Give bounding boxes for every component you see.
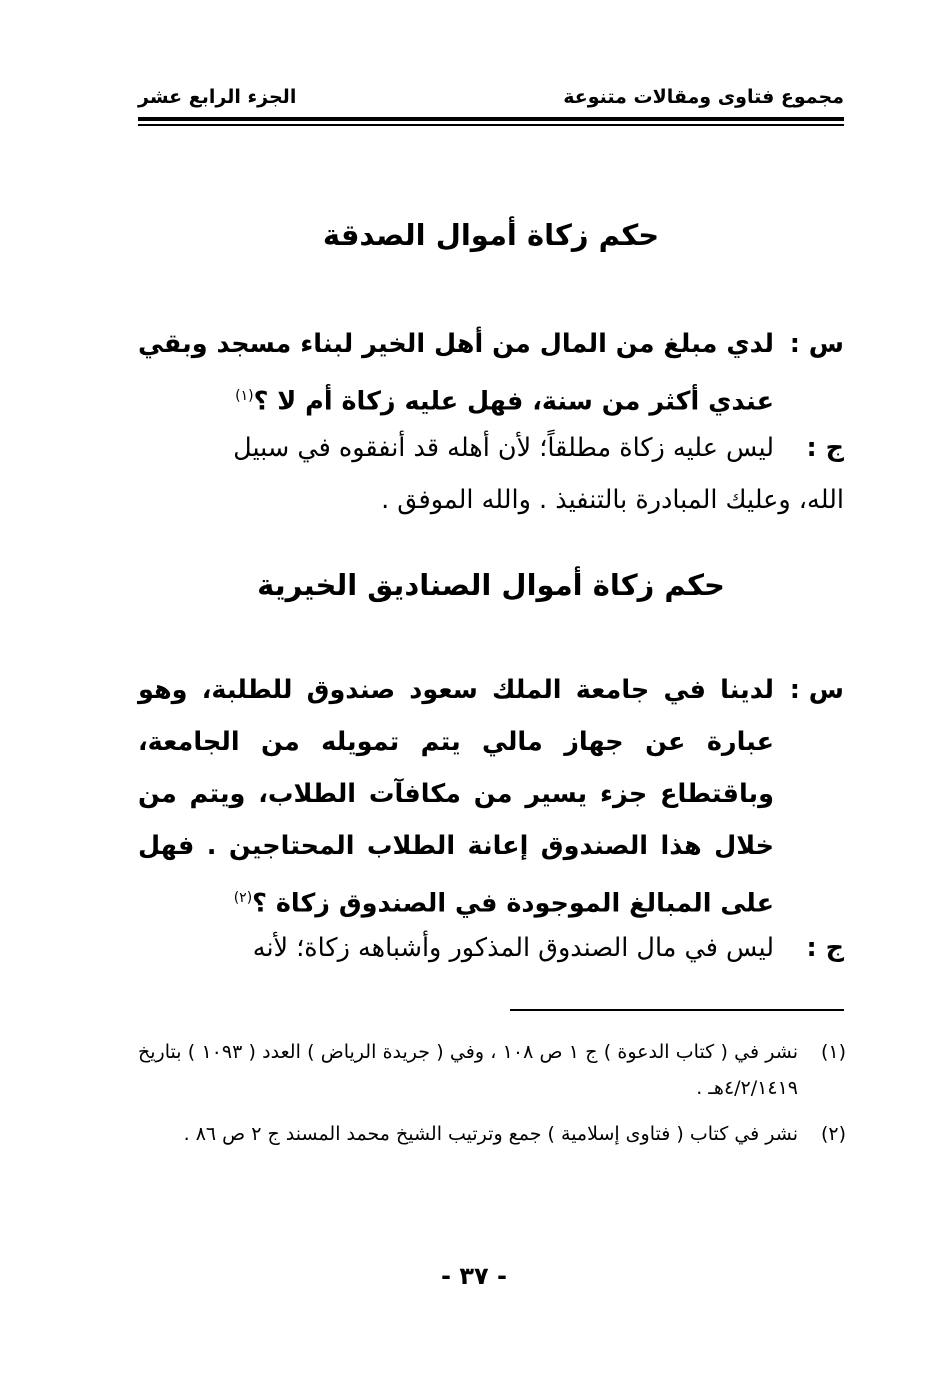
book-title: مجموع فتاوى ومقالات متنوعة [563, 86, 844, 108]
answer-label: ج : [806, 933, 844, 963]
footnote-separator [510, 1009, 844, 1011]
section-title: حكم زكاة أموال الصدقة [322, 218, 660, 252]
header-rule-thick [138, 117, 844, 121]
question-text: لدي مبلغ من المال من أهل الخير لبناء مسجد وبقي عندي أكثر من سنة، فهل عليه زكاة أم لا ؟ [138, 329, 774, 417]
footnote-reference: (١) [235, 388, 254, 404]
answer-label: ج : [806, 433, 844, 463]
answer-text-continued: الله، وعليك المبادرة بالتنفيذ . والله الموفق . [381, 485, 844, 515]
question-label: س : [789, 329, 844, 359]
answer-text: ليس عليه زكاة مطلقاً؛ لأن أهله قد أنفقوه في سبيل [233, 433, 774, 463]
running-header [138, 86, 844, 116]
footnote-text: نشر في كتاب ( فتاوى إسلامية ) جمع وترتيب الشيخ محمد المسند ج ٢ ص ٨٦ . [183, 1123, 798, 1145]
footnote-reference: (٢) [233, 890, 253, 906]
footnote-text: نشر في ( كتاب الدعوة ) ج ١ ص ١٠٨ ، وفي ( جريدة الرياض ) العدد ( ١٠٩٣ ) بتاريخ ٤/٢/١٤١٩هـ . [138, 1041, 799, 1099]
volume-label: الجزء الرابع عشر [138, 86, 297, 108]
answer-paragraph [138, 422, 844, 515]
page-number: - ٣٧ - [441, 1262, 507, 1290]
answer-paragraph [138, 922, 844, 974]
footnote-number: (٢) [820, 1123, 846, 1145]
section-title: حكم زكاة أموال الصناديق الخيرية [257, 568, 725, 602]
footnote-number: (١) [820, 1041, 846, 1063]
answer-text: ليس في مال الصندوق المذكور وأشباهه زكاة؛ لأنه [252, 933, 774, 963]
footnote [138, 1034, 846, 1106]
question-paragraph [138, 318, 844, 428]
question-label: س : [789, 675, 844, 705]
question-paragraph [138, 664, 844, 930]
footnote [138, 1116, 846, 1152]
header-rule-thin [138, 124, 844, 126]
question-text: لدينا في جامعة الملك سعود صندوق للطلبة، وهو عبارة عن جهاز مالي يتم تمويله من الجامعة، وباقتطاع جزء يسير من مكافآت الطلاب، ويتم من خلال هذا الصندوق إعانة الطلاب المحتاجين . فهل على المبالغ الموجودة في الصندوق زكاة ؟ [138, 675, 774, 919]
